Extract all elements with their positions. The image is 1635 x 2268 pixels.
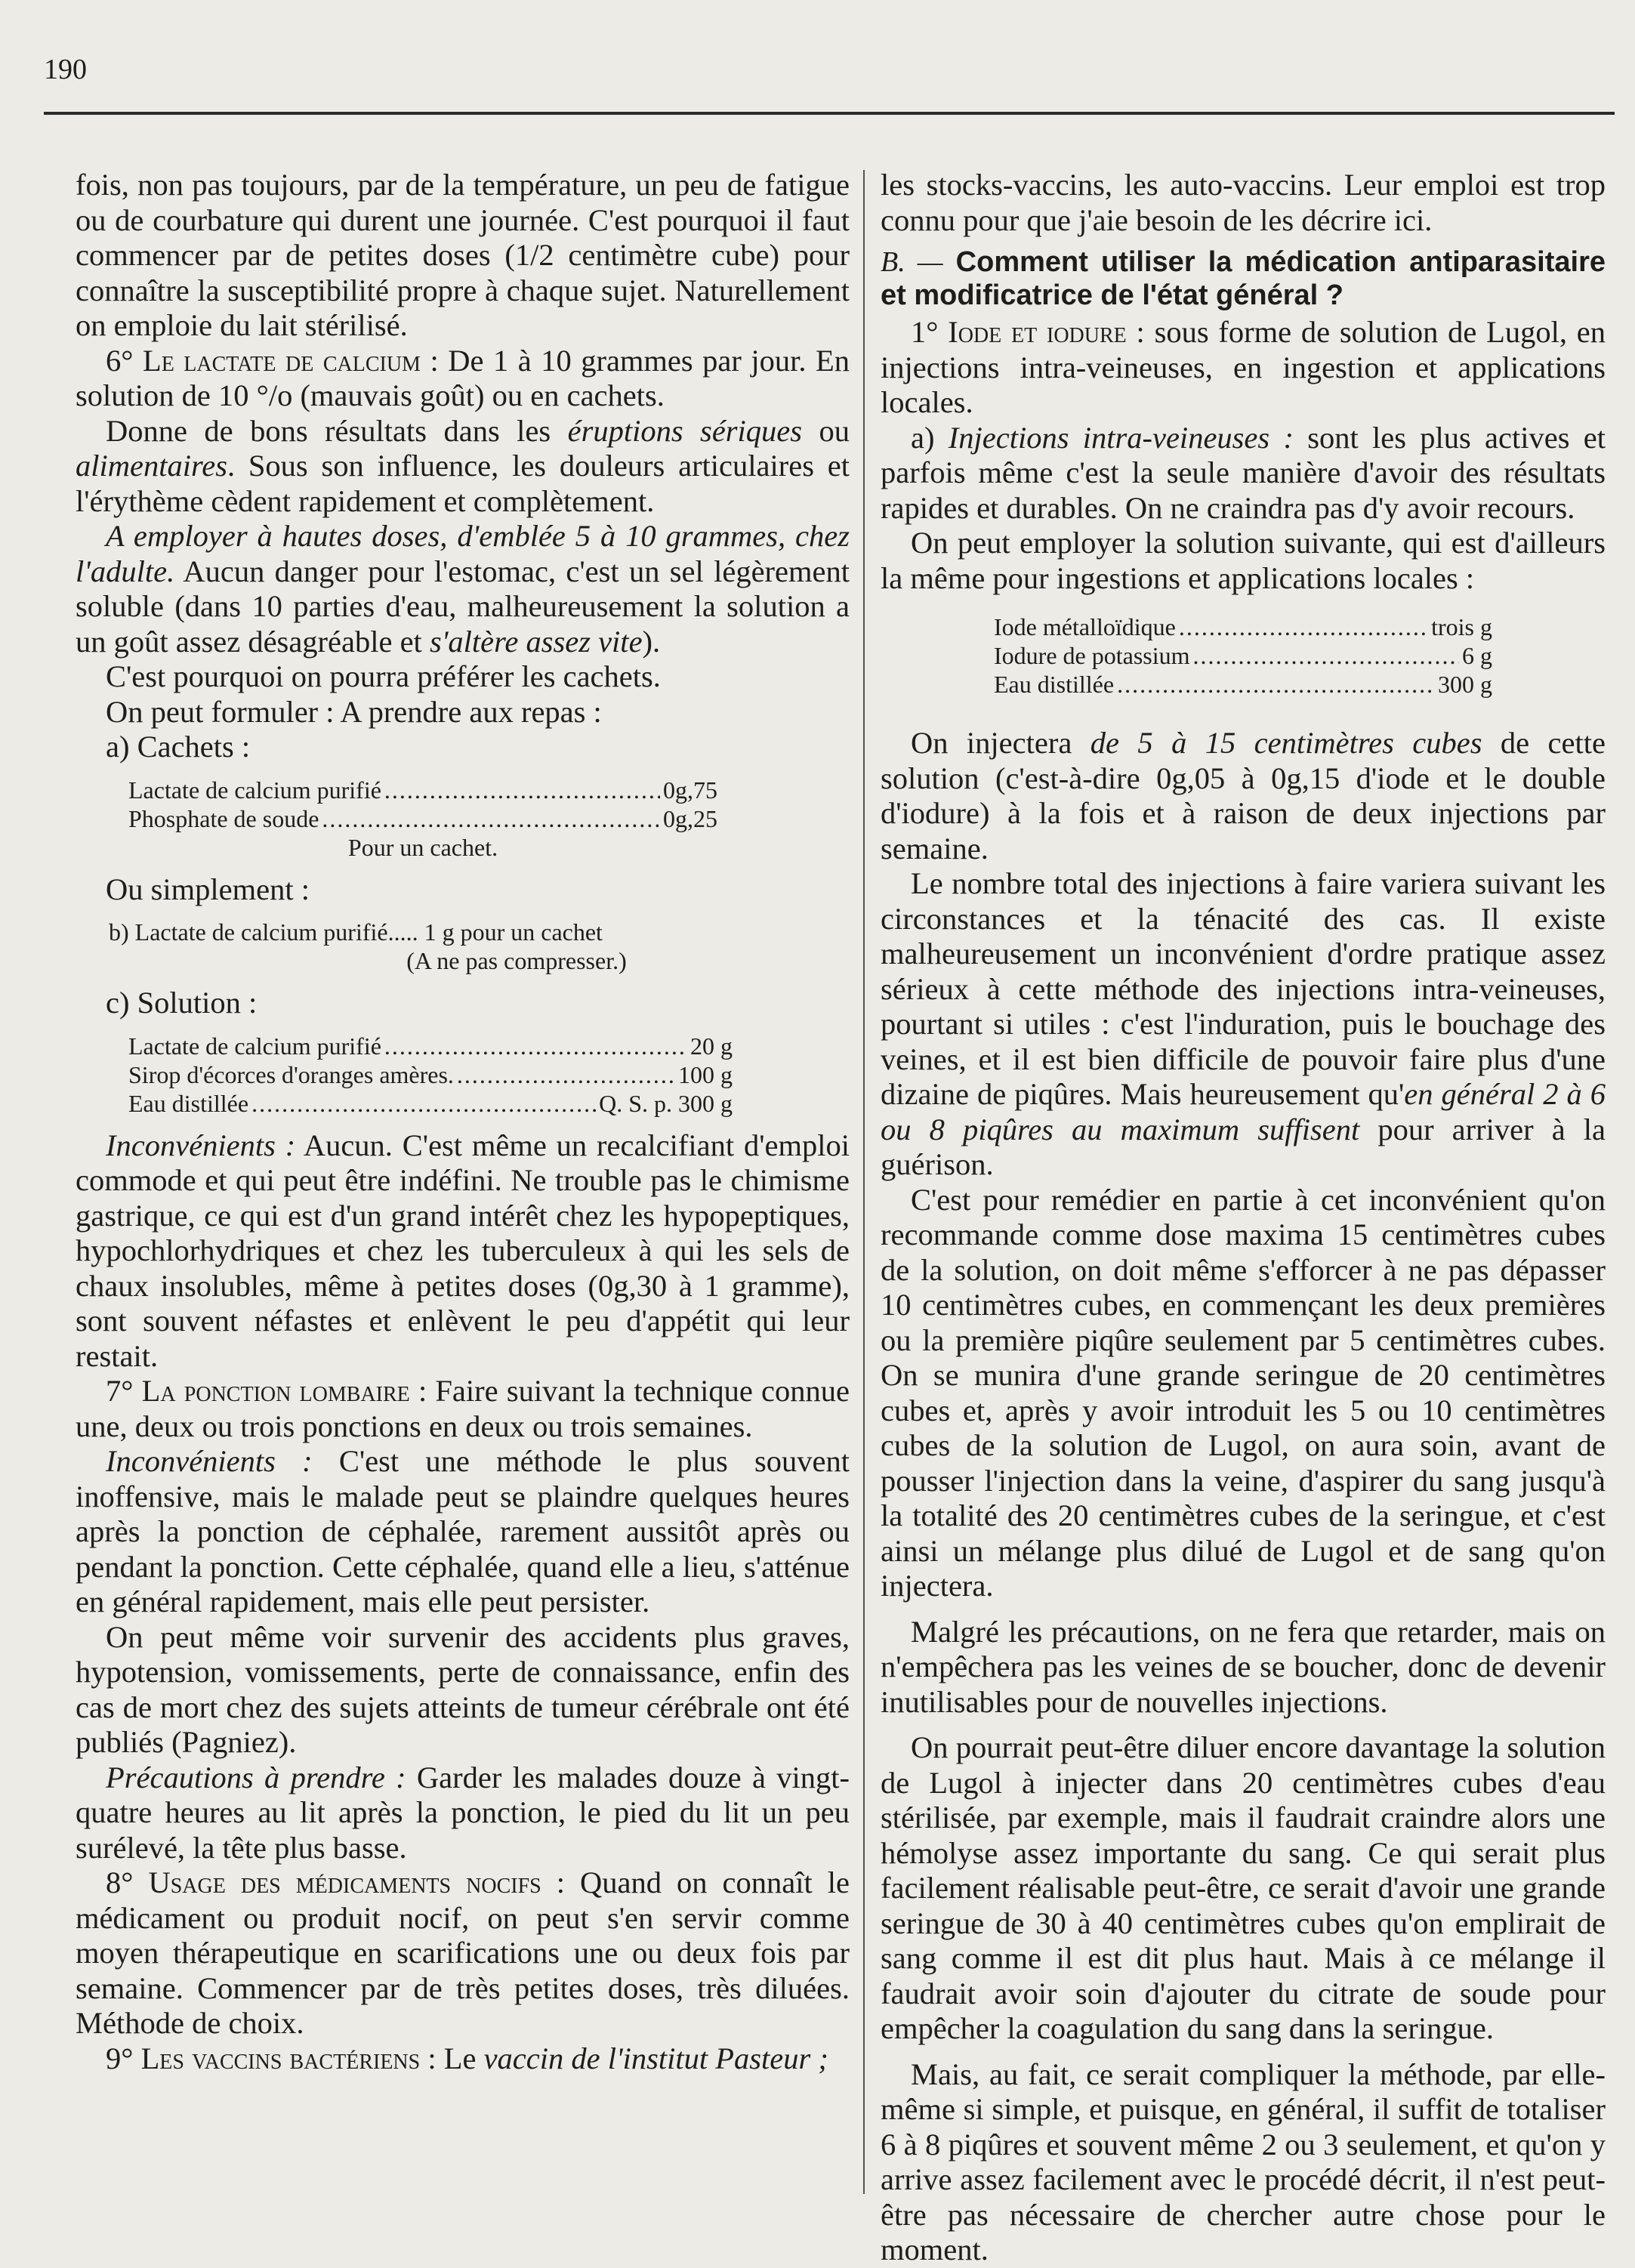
text: Le nombre total des injections à faire variera suivant les circonstances et la ténacité des cas. Il existe malheureusement un inconvénient d'ordre pratique assez sérieux à cette méthode des injections intra-veineuses, pourtant si utiles : c'est l'induration, puis le bouchage des veines, et il est bien difficile de pouvoir faire plus d'une dizaine de piqûres. Mais heureusement qu' (881, 866, 1606, 1111)
section-body: sous forme de solution de Lugol, en injections intra-veineuses, en ingestion et applications locales. (881, 315, 1606, 419)
ingredient-quantity: 6 g (1462, 642, 1492, 669)
leader-dots (1193, 641, 1460, 670)
section-title: 6° Le lactate de calcium : (106, 343, 439, 378)
formula-cachets (128, 776, 717, 862)
ingredient-quantity: trois g (1431, 613, 1492, 640)
text: ou (802, 413, 850, 448)
leader-dots (322, 804, 660, 833)
ingredient-name: Phosphate de soude (128, 804, 319, 832)
spacer (881, 1604, 1606, 1615)
paragraph: Ou simplement : (106, 872, 310, 906)
ingredient-quantity: 0g,25 (663, 804, 717, 832)
emphasis: Inconvénients : (106, 1444, 313, 1478)
heading-label: B. — (881, 246, 943, 278)
paragraph: les stocks-vaccins, les auto-vaccins. Leur emploi est trop connu pour que j'aie besoin de les décrire ici. (881, 168, 1606, 237)
emphasis: Inconvénients : (106, 1128, 296, 1162)
text: sont les plus actives et parfois même c'est la seule manière d'avoir des résultats rapides et durables. On ne craindra pas d'y avoir recours. (881, 420, 1606, 525)
emphasis: s'altère assez vite (429, 624, 643, 659)
paragraph (76, 1128, 850, 1375)
ingredient-name: Lactate de calcium purifié (128, 1032, 381, 1060)
paragraph-lactate (76, 344, 850, 414)
emphasis: A employer à hautes doses, d'emblée 5 à 10 grammes, chez l'adulte. (76, 519, 850, 588)
paragraph (881, 866, 1606, 1183)
section-body: Faire suivant la technique connue une, deux ou trois ponctions en deux ou trois semaines. (76, 1374, 850, 1443)
paragraph: a) Cachets : (106, 730, 251, 764)
text: Garder les malades douze à vingt-quatre heures au lit après la ponction, le pied du lit un peu surélevé, la tête plus basse. (76, 1760, 850, 1865)
section-heading (881, 245, 1606, 312)
page-number: 190 (44, 54, 87, 85)
ingredient-quantity: 20 g (690, 1032, 733, 1060)
paragraph: On peut employer la solution suivante, qui est d'ailleurs la même pour ingestions et applications locales : (881, 526, 1606, 595)
formula-lugol (994, 613, 1492, 699)
text: ). (642, 624, 661, 659)
ingredient-quantity: Q. S. p. 300 g (599, 1089, 733, 1117)
formula-row (994, 613, 1492, 641)
text: Le (436, 2041, 484, 2075)
section-body: Quand on connaît le médicament ou produit nocif, on peut s'en servir comme moyen thérapeutique en scarifications une ou deux fois par semaine. Commencer par de très petites doses, très diluées. Méthode de choix. (76, 1865, 850, 2040)
leader-dots (1179, 613, 1428, 641)
paragraph (76, 1760, 850, 1866)
paragraph (76, 1444, 850, 1620)
ingredient-name: Lactate de calcium purifié (128, 776, 381, 804)
left-column (76, 168, 850, 2076)
formula-note: Pour un cachet. (347, 833, 498, 861)
formula-row (128, 804, 717, 833)
formula-row (994, 670, 1492, 699)
header-rule (44, 112, 1615, 115)
paragraph-iode (881, 315, 1606, 421)
formula-note: (A ne pas compresser.) (406, 947, 627, 974)
emphasis: alimentaires (76, 449, 227, 483)
leader-dots (384, 776, 660, 804)
ingredient-name: Iodure de potassium (994, 642, 1190, 669)
text: C'est une méthode le plus souvent inoffensive, mais le malade peut se plaindre quelques heures après la ponction de céphalée, rarement aussitôt après ou pendant la ponction. Cette céphalée, quand elle a lieu, s'atténue en général rapidement, mais elle peut persister. (76, 1444, 850, 1618)
paragraph: On peut formuler : A prendre aux repas : (106, 694, 602, 729)
paragraph: Mais, au fait, ce serait compliquer la méthode, par elle-même si simple, et puisque, en général, il suffit de totaliser 6 à 8 piqûres et souvent même 2 ou 3 seulement, et qu'on y arrive assez facilement avec le procédé décrit, il n'est peut-être pas nécessaire de chercher autre chose pour le moment. (881, 2057, 1606, 2266)
column-divider (863, 170, 865, 2194)
ingredient-name: Eau distillée (128, 1089, 249, 1117)
ingredient-quantity: 100 g (678, 1060, 733, 1088)
text: On injectera (911, 726, 1091, 760)
formula-line: b) Lactate de calcium purifié..... 1 g pour un cachet (109, 918, 603, 946)
formula-row (128, 1032, 733, 1060)
paragraph (76, 414, 850, 520)
section-title: 1° Iode et iodure : (911, 315, 1145, 349)
leader-dots (384, 1032, 687, 1060)
formula-row (128, 1060, 733, 1089)
emphasis: de 5 à 15 centimètres cubes (1090, 726, 1482, 760)
paragraph: On pourrait peut-être diluer encore davantage la solution de Lugol à injecter dans 20 centimètres cubes d'eau stérilisée, par exemple, mais il faudrait craindre alors une hémolyse assez importante du sang. Ce qui serait plus facilement réalisable peut-être, ce serait d'avoir une grande seringue de 30 à 40 centimètres cubes qu'on emplirait de sang comme il est dit plus haut. Mais à ce mélange il faudrait avoir soin d'ajouter du citrate de soude pour empêcher la coagulation du sang dans la seringue. (881, 1730, 1606, 2045)
spacer (881, 2047, 1606, 2057)
leader-dots (251, 1089, 596, 1118)
ingredient-name: Iode métalloïdique (994, 613, 1176, 640)
emphasis: Précautions à prendre : (106, 1760, 406, 1794)
text: pour arriver à la guérison. (881, 1112, 1606, 1181)
paragraph (881, 421, 1606, 526)
right-column (881, 168, 1606, 2268)
paragraph: C'est pour remédier en partie à cet inconvénient qu'on recommande comme dose maxima 15 centimètres cubes de la solution, on doit même s'efforcer à ne pas dépasser 10 centimètres cubes, en commençant les deux premières ou la première piqûre seulement par 5 centimètres cubes. On se munira d'une grande seringue de 20 centimètres cubes et, après y avoir introduit les 5 ou 10 centimètres cubes de la solution de Lugol, on aura soin, avant de pousser l'injection dans la veine, d'aspirer du sang jusqu'à la totalité des 20 centimètres cubes de la seringue, et c'est ainsi un mélange plus dilué de Lugol et de sang qu'on injectera. (881, 1182, 1606, 1603)
ingredient-quantity: 300 g (1438, 671, 1492, 698)
section-title: 7° La ponction lombaire : (106, 1374, 427, 1408)
ingredient-quantity: 0g,75 (663, 776, 717, 804)
ingredient-name: Eau distillée (994, 671, 1115, 698)
text: Aucun. C'est même un recalcifiant d'emploi commode et qui peut être indéfini. Ne trouble pas le chimisme gastrique, ce qui est d'un grand intérêt chez les hypopeptiques, hypochlorhydriques et chez les tuberculeux à qui les sels de chaux insolubles, même à petites doses (0g,30 à 1 gramme), sont souvent néfastes et enlèvent le peu d'appétit qui leur restait. (76, 1128, 850, 1373)
emphasis: Injections intra-veineuses : (948, 420, 1294, 455)
formula-simple (109, 918, 834, 975)
formula-row (128, 776, 717, 804)
text: Aucun danger pour l'estomac, c'est un sel légèrement soluble (dans 10 parties d'eau, malheureusement la solution a un goût assez désagréable et (76, 554, 850, 659)
section-title: 9° Les vaccins bactériens : (106, 2041, 437, 2075)
paragraph: Malgré les précautions, on ne fera que retarder, mais on n'empêchera pas les veines de se boucher, donc de devenir inutilisables pour de nouvelles injections. (881, 1614, 1606, 1719)
leader-dots (1117, 670, 1435, 699)
text: . Sous son influence, les douleurs articulaires et l'érythème cèdent rapidement et complètement. (76, 449, 850, 518)
text: Donne de bons résultats dans les (106, 413, 568, 448)
text: a) (911, 420, 949, 455)
ingredient-name: Sirop d'écorces d'oranges amères. (128, 1060, 454, 1088)
paragraph (76, 519, 850, 659)
text: de cette solution (c'est-à-dire 0g,05 à 0g,15 d'iode et le double d'iodure) à la fois et à raison de deux injections par semaine. (881, 726, 1606, 866)
heading-text: Comment utiliser la médication antiparasitaire et modificatrice de l'état général ? (881, 246, 1606, 311)
paragraph: c) Solution : (106, 986, 258, 1020)
paragraph: fois, non pas toujours, par de la température, un peu de fatigue ou de courbature qui durent une journée. C'est pourquoi il faut commencer par de petites doses (1/2 centimètre cube) pour connaître la susceptibilité propre à chaque sujet. Naturellement on emploie du lait stérilisé. (76, 168, 850, 342)
paragraph-vaccins (76, 2041, 850, 2077)
emphasis: vaccin de l'institut Pasteur ; (483, 2041, 828, 2075)
section-body: De 1 à 10 grammes par jour. En solution de 10 °/o (mauvais goût) ou en cachets. (76, 343, 850, 412)
paragraph-ponction (76, 1374, 850, 1444)
leader-dots (457, 1060, 675, 1089)
formula-row (128, 1089, 733, 1118)
emphasis: en général 2 à 6 ou 8 piqûres au maximum suffisent (881, 1077, 1606, 1146)
paragraph: C'est pourquoi on pourra préférer les cachets. (106, 659, 661, 693)
spacer (881, 1720, 1606, 1730)
paragraph-medicaments (76, 1865, 850, 2041)
paragraph (881, 726, 1606, 866)
paragraph: On peut même voir survenir des accidents plus graves, hypotension, vomissements, perte de connaissance, enfin des cas de mort chez des sujets atteints de tumeur cérébrale ont été publiés (Pagniez). (76, 1619, 850, 1759)
formula-solution (128, 1032, 733, 1118)
section-title: 8° Usage des médicaments nocifs : (106, 1865, 565, 1899)
formula-row (994, 641, 1492, 670)
emphasis: éruptions sériques (567, 413, 803, 448)
